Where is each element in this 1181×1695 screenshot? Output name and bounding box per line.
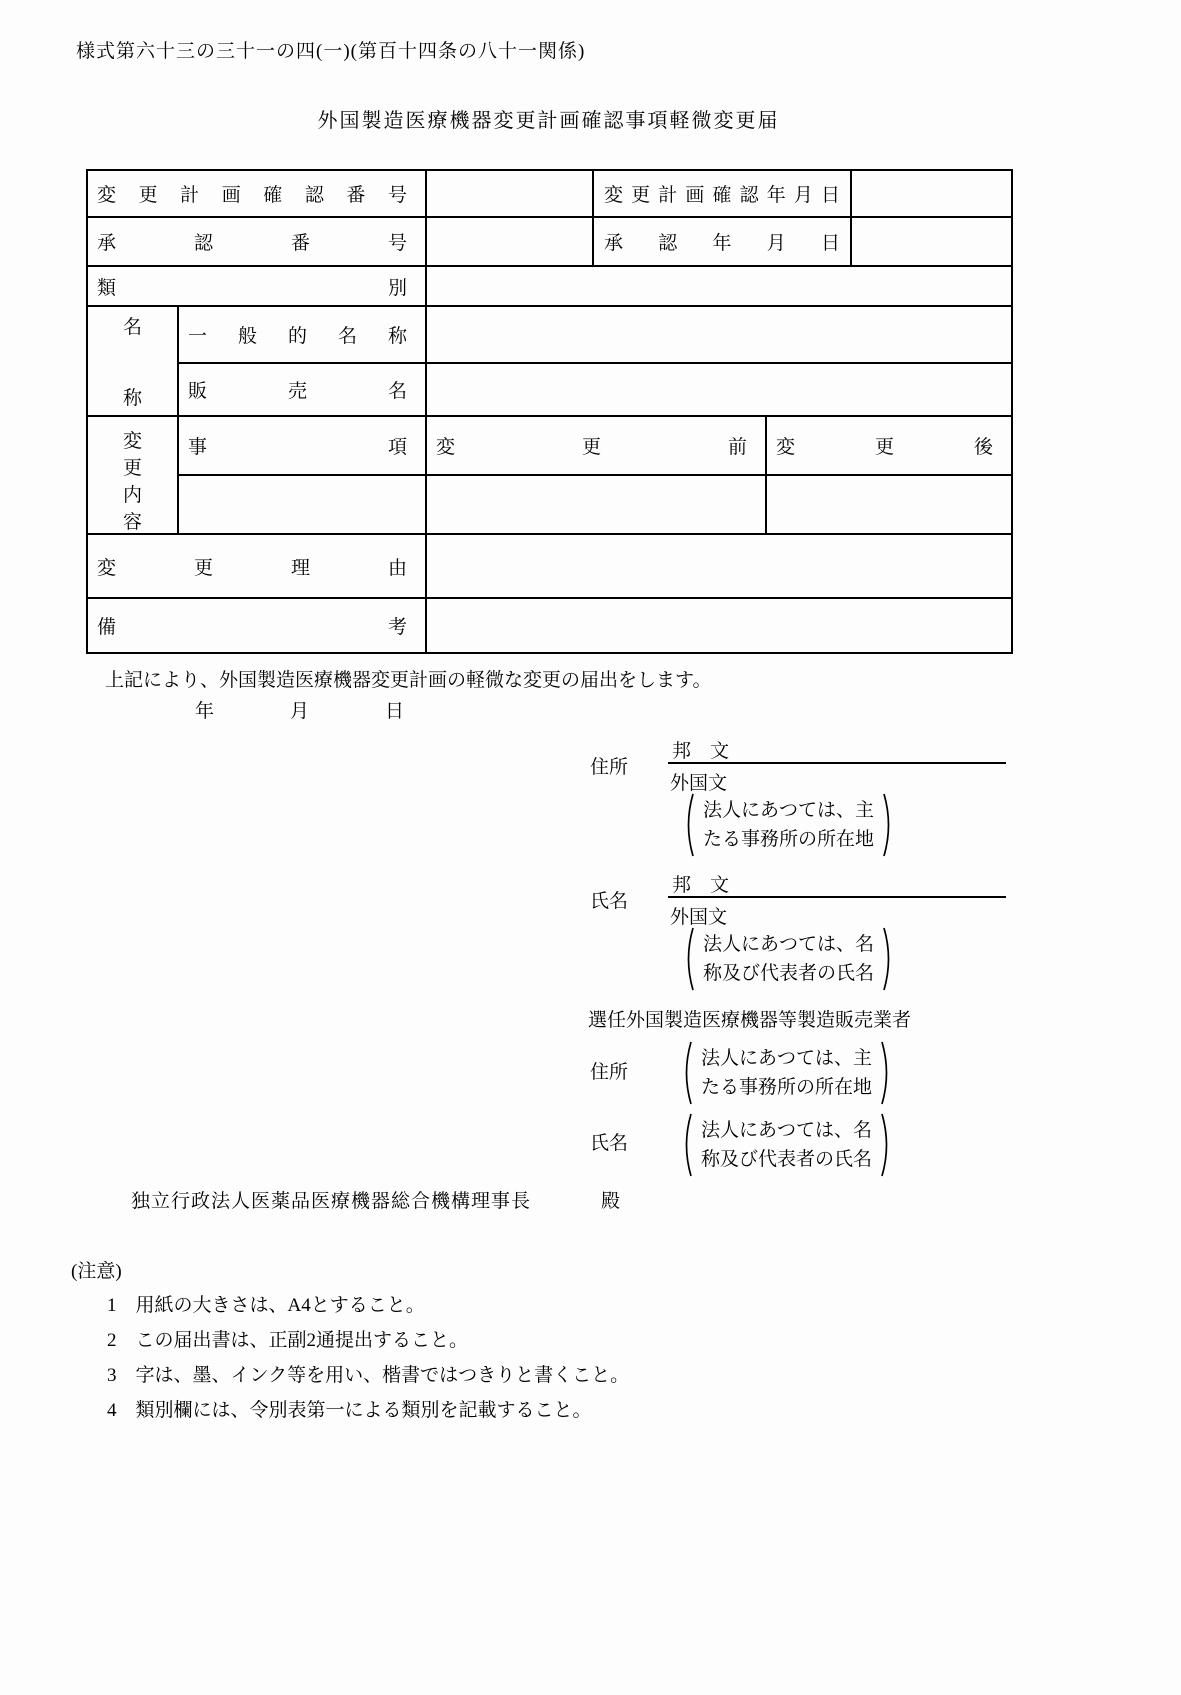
corporate-note-line: たる事務所の所在地: [701, 1077, 873, 1098]
change-before-label: 変 更 前: [436, 437, 747, 458]
change-after-value: [766, 475, 1012, 534]
table-row: [87, 217, 1012, 266]
generic-name-label: 一 般 的 名 称: [188, 326, 407, 347]
plan-confirm-number-label: 変 更 計 画 確 認 番 号: [97, 185, 407, 206]
change-item-value: [178, 475, 426, 534]
agent-name-label: 氏名: [590, 1133, 629, 1154]
note-item: 3 字は、墨、インク等を用い、楷書ではつきりと書くこと。: [107, 1365, 630, 1386]
table-row: [87, 475, 1012, 534]
big-paren-open-icon: [682, 792, 695, 858]
big-paren-open-icon: [680, 1040, 693, 1106]
big-paren-close-icon: [882, 792, 895, 858]
applicant-name-japanese-underline: [668, 870, 1006, 898]
agent-heading: 選任外国製造医療機器等製造販売業者: [588, 1010, 912, 1031]
corporate-note-line: 法人にあつては、主: [703, 800, 875, 821]
big-paren-close-icon: [880, 1112, 893, 1178]
form-code: 様式第六十三の三十一の四(一)(第百十四条の八十一関係): [76, 41, 586, 62]
addressee-honorific: 殿: [601, 1191, 622, 1212]
corporate-note-line: 称及び代表者の氏名: [701, 1149, 873, 1170]
approval-date-label: 承 認 年 月 日: [604, 233, 841, 254]
agent-name-corporate-note: [680, 1112, 893, 1178]
addressee-title: 独立行政法人医薬品医療機器総合機構理事長: [131, 1191, 532, 1212]
note-item: 1 用紙の大きさは、A4とすること。: [107, 1295, 425, 1316]
japanese-text-label: 邦 文: [672, 741, 730, 762]
table-row: [87, 363, 1012, 416]
big-paren-close-icon: [880, 1040, 893, 1106]
remarks-label: 備 考: [97, 617, 407, 638]
notes-list: [107, 1288, 629, 1428]
big-paren-open-icon: [680, 1112, 693, 1178]
trade-name-value: [426, 363, 1012, 416]
approval-number-label: 承 認 番 号: [97, 233, 407, 254]
applicant-address-label: 住所: [590, 757, 629, 778]
table-row: [87, 598, 1012, 653]
table-row: [87, 416, 1012, 475]
note-item: 2 この届出書は、正副2通提出すること。: [107, 1330, 469, 1351]
corporate-note-line: たる事務所の所在地: [703, 829, 875, 850]
notes-heading: (注意): [71, 1261, 122, 1282]
category-label: 類 別: [97, 277, 407, 299]
change-reason-label: 変 更 理 由: [97, 557, 407, 579]
date-line: 年 月 日: [195, 701, 405, 722]
applicant-address-corporate-note: [682, 792, 895, 858]
form-table: [86, 169, 1013, 654]
corporate-note-line: 法人にあつては、名: [701, 1120, 873, 1141]
name-group-label: 名 称: [122, 317, 142, 409]
applicant-name-foreign-label: 外国文: [670, 907, 728, 928]
change-after-label: 変 更 後: [776, 437, 994, 458]
change-before-value: [426, 475, 766, 534]
category-value: [426, 266, 1012, 306]
table-row: [87, 306, 1012, 363]
table-row: [87, 534, 1012, 598]
applicant-address-japanese-underline: [668, 736, 1006, 764]
plan-confirm-number-value: [426, 170, 593, 217]
agent-address-label: 住所: [590, 1062, 629, 1083]
plan-confirm-date-value: [851, 170, 1012, 217]
applicant-address-foreign-label: 外国文: [670, 773, 728, 794]
remarks-value: [426, 598, 1012, 653]
table-row: [87, 266, 1012, 306]
trade-name-label: 販 売 名: [188, 381, 407, 402]
table-row: [87, 170, 1012, 217]
applicant-name-label: 氏名: [590, 891, 629, 912]
applicant-name-corporate-note: [682, 926, 895, 992]
note-item: 4 類別欄には、令別表第一による類別を記載すること。: [107, 1400, 592, 1421]
change-group-label: 変 更 内 容: [122, 431, 142, 533]
big-paren-close-icon: [882, 926, 895, 992]
approval-number-value: [426, 217, 593, 266]
change-reason-value: [426, 534, 1012, 598]
addressee-line: [131, 1186, 621, 1213]
agent-address-corporate-note: [680, 1040, 893, 1106]
page-title: 外国製造医療機器変更計画確認事項軽微変更届: [317, 110, 780, 132]
corporate-note-line: 法人にあつては、名: [703, 934, 875, 955]
japanese-text-label: 邦 文: [672, 875, 730, 896]
approval-date-value: [851, 217, 1012, 266]
declaration-text: 上記により、外国製造医療機器変更計画の軽微な変更の届出をします。: [105, 670, 712, 691]
change-item-label: 事 項: [188, 437, 407, 458]
big-paren-open-icon: [682, 926, 695, 992]
plan-confirm-date-label: 変 更 計 画 確 認 年 月 日: [604, 185, 841, 206]
corporate-note-line: 法人にあつては、主: [701, 1048, 873, 1069]
generic-name-value: [426, 306, 1012, 363]
corporate-note-line: 称及び代表者の氏名: [703, 963, 875, 984]
